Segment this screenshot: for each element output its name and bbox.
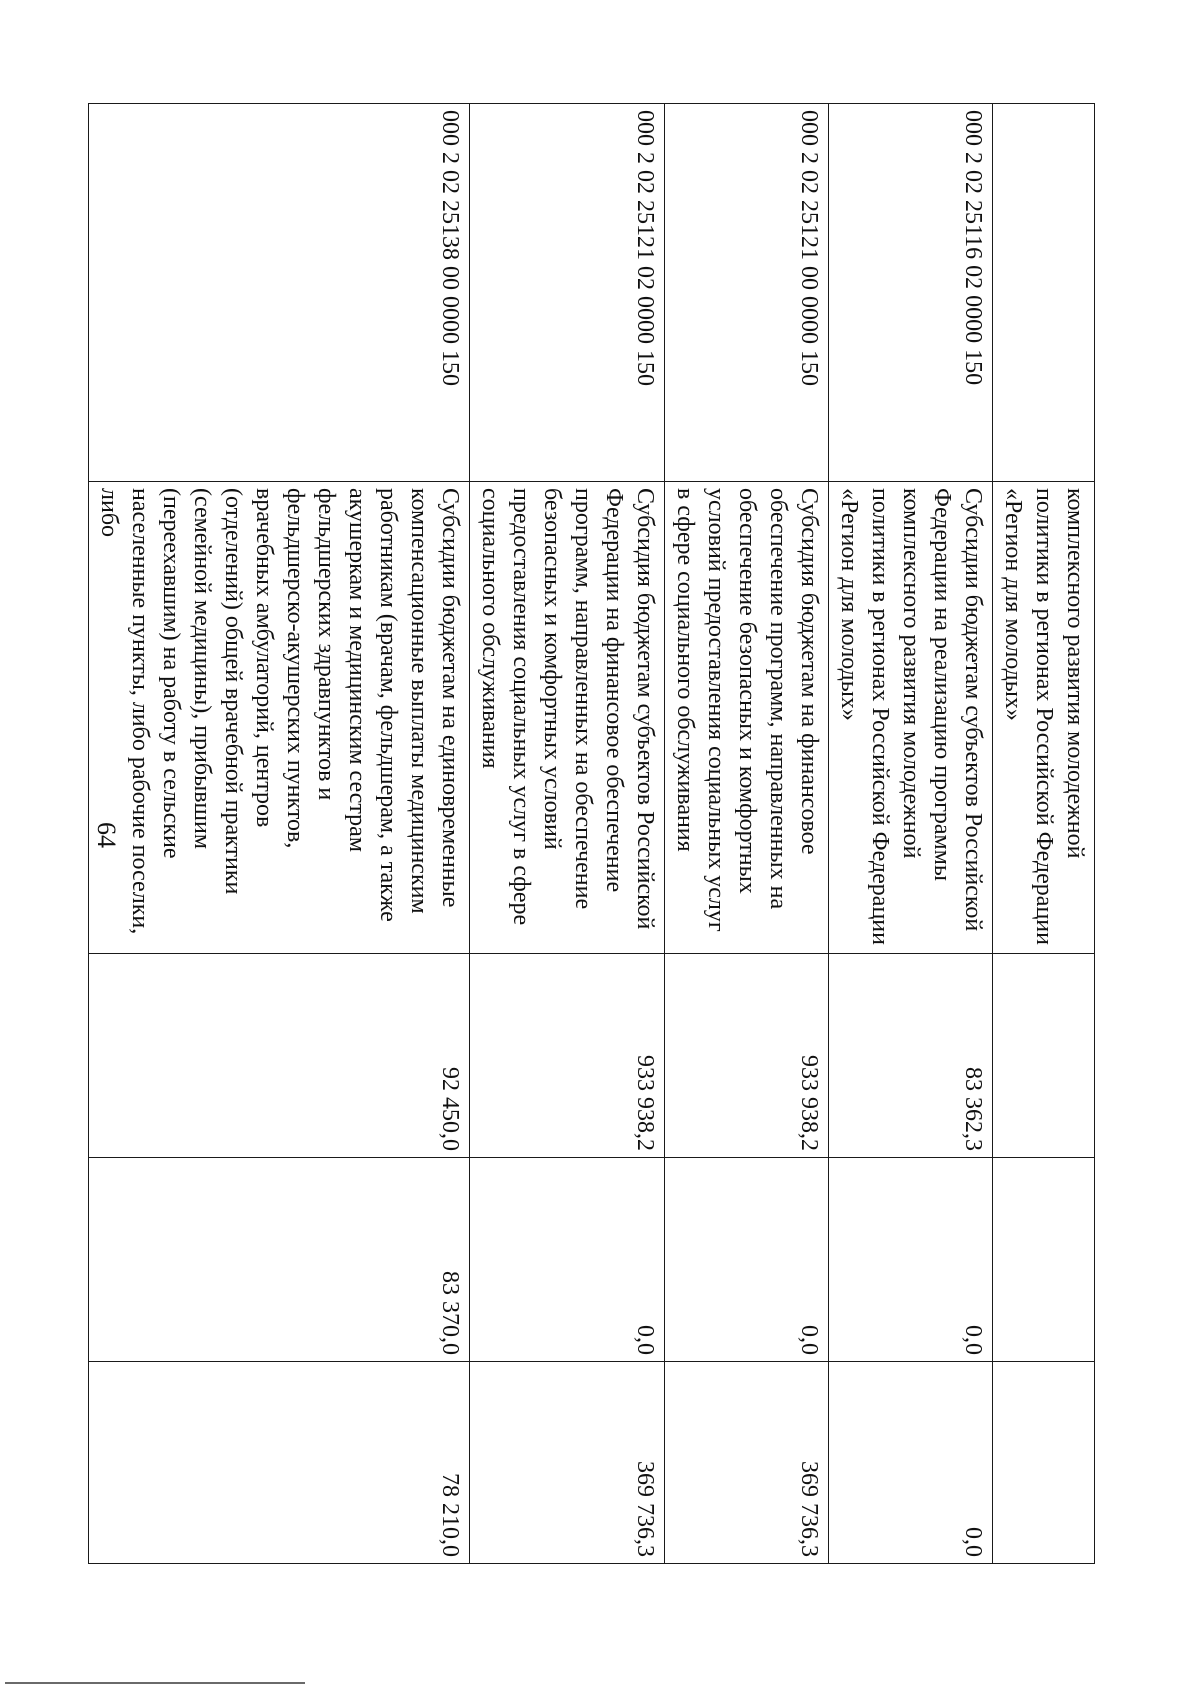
budget-code-cell: 000 2 02 25116 02 0000 150 — [829, 104, 993, 482]
description-cell: комплексного развития молодежной политики в регионах Российской Федерации «Регион для молодых» — [993, 482, 1095, 954]
amount-cell: 83 370,0 — [89, 1158, 470, 1362]
amount-cell: 83 362,3 — [829, 954, 993, 1158]
table-row — [665, 104, 829, 1564]
table-row — [89, 104, 470, 1564]
description-cell: Субсидия бюджетам на финансовое обеспечение программ, направленных на обеспечение безопасных и комфортных условий предоставления социальных услуг в сфере социального обслуживания — [665, 482, 829, 954]
amount-cell: 0,0 — [829, 1158, 993, 1362]
amount-cell: 78 210,0 — [89, 1362, 470, 1564]
description-cell: Субсидии бюджетам на единовременные компенсационные выплаты медицинским работникам (врачам, фельдшерам, а также акушеркам и медицинским сестрам фельдшерских здравпунктов и фельдшерско-акушерских пунктов, врачебных амбулаторий, центров (отделений) общей врачебной практики (семейной медицины), прибывшим (переехавшим) на работу в сельские населенные пункты, либо рабочие поселки, либо — [89, 482, 470, 954]
amount-cell: 369 736,3 — [470, 1362, 665, 1564]
amount-cell: 0,0 — [665, 1158, 829, 1362]
budget-code-cell: 000 2 02 25121 02 0000 150 — [470, 104, 665, 482]
amount-cell: 933 938,2 — [470, 954, 665, 1158]
table-row — [470, 104, 665, 1564]
amount-cell: 0,0 — [829, 1362, 993, 1564]
amount-cell — [993, 954, 1095, 1158]
amount-cell: 92 450,0 — [89, 954, 470, 1158]
amount-cell: 933 938,2 — [665, 954, 829, 1158]
amount-cell: 369 736,3 — [665, 1362, 829, 1564]
budget-code-cell: 000 2 02 25121 00 0000 150 — [665, 104, 829, 482]
description-cell: Субсидия бюджетам субъектов Российской Федерации на финансовое обеспечение программ, направленных на обеспечение безопасных и комфортных условий предоставления социальных услуг в сфере социального обслуживания — [470, 482, 665, 954]
amount-cell — [993, 1362, 1095, 1564]
table-row — [829, 104, 993, 1564]
scan-edge-line — [5, 1682, 305, 1684]
description-cell: Субсидии бюджетам субъектов Российской Федерации на реализацию программы комплексного развития молодежной политики в регионах Российской Федерации «Регион для молодых» — [829, 482, 993, 954]
budget-code-cell — [993, 104, 1095, 482]
budget-table — [88, 103, 1095, 1564]
amount-cell — [993, 1158, 1095, 1362]
page-number: 64 — [92, 822, 121, 848]
amount-cell: 0,0 — [470, 1158, 665, 1362]
budget-code-cell: 000 2 02 25138 00 0000 150 — [89, 104, 470, 482]
table-row — [993, 104, 1095, 1564]
